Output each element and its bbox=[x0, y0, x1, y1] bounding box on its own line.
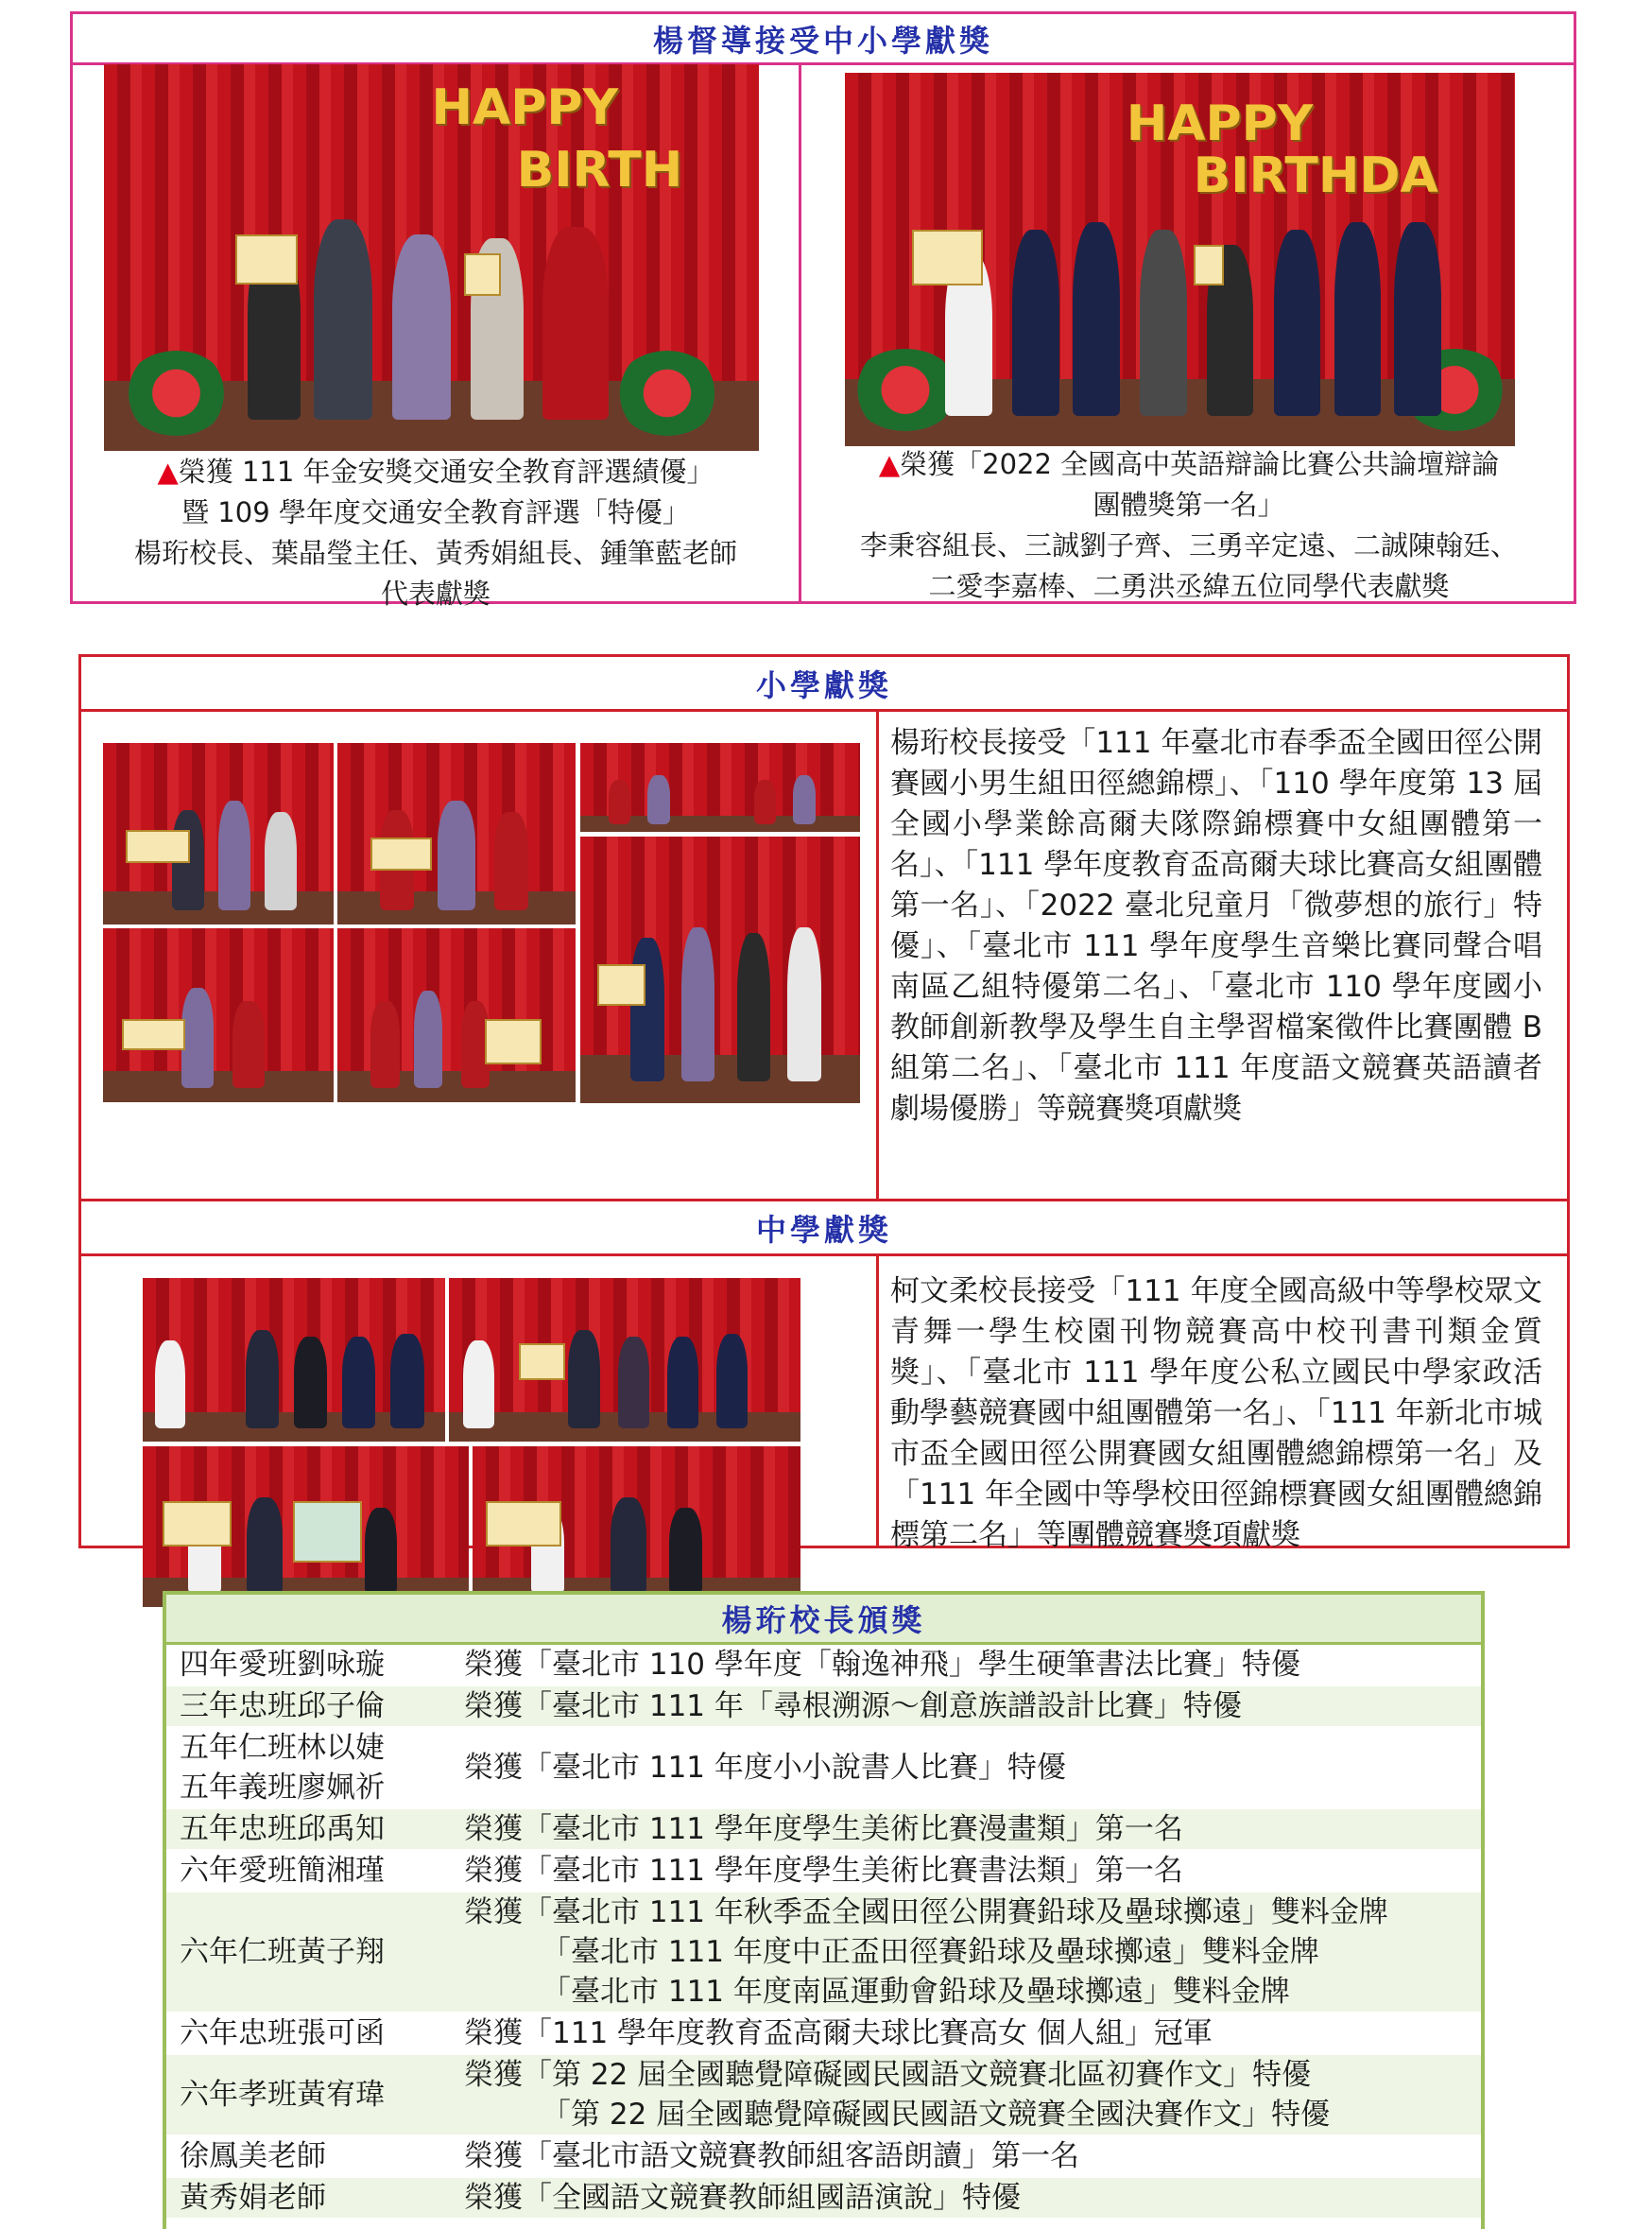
person bbox=[609, 780, 631, 824]
photo-primary-award bbox=[103, 743, 334, 924]
photo-traffic-safety-award bbox=[104, 64, 759, 451]
award-description bbox=[451, 1850, 1481, 1892]
award-line: 榮獲「臺北市 111 學年度學生美術比賽書法類」第一名 bbox=[464, 1854, 1183, 1888]
poinsettia-icon bbox=[124, 351, 229, 436]
photo-primary-award bbox=[103, 928, 334, 1102]
triangle-icon: ▲ bbox=[878, 448, 901, 480]
person bbox=[1394, 222, 1441, 416]
award-pennant bbox=[293, 1501, 362, 1563]
person bbox=[463, 1340, 494, 1428]
award-certificate bbox=[370, 838, 431, 871]
section-title: 楊督導接受中小學獻獎 bbox=[73, 14, 1574, 65]
person bbox=[294, 1337, 327, 1428]
person bbox=[1274, 230, 1321, 417]
award-certificate bbox=[1194, 245, 1224, 286]
person bbox=[754, 780, 777, 824]
award-description bbox=[451, 1685, 1481, 1727]
photo-primary-award bbox=[580, 743, 860, 832]
award-certificate bbox=[126, 830, 189, 863]
person bbox=[365, 1508, 398, 1595]
award-line: 榮獲「臺北市 111 年度小小說書人比賽」特優 bbox=[464, 1751, 1066, 1785]
recipient-name bbox=[166, 1850, 451, 1892]
section-supervisor-awards bbox=[70, 11, 1576, 610]
table-row bbox=[166, 2013, 1481, 2054]
person bbox=[568, 1330, 599, 1428]
recipient-name bbox=[166, 1645, 451, 1685]
award-certificate bbox=[163, 1501, 232, 1546]
recipient-name bbox=[166, 1727, 451, 1808]
award-line: 榮獲「111 學年度教育盃高爾夫球比賽高女 個人組」冠軍 bbox=[464, 2016, 1213, 2050]
recipient-name bbox=[166, 2054, 451, 2135]
award-line: 榮獲「全國語文競賽教師組國語演說」特優 bbox=[464, 2181, 1021, 2215]
person bbox=[218, 801, 250, 909]
award-line: 「臺北市 111 年度中正盃田徑賽鉛球及壘球擲遠」雙料金牌 bbox=[542, 1935, 1319, 1969]
person bbox=[246, 1330, 279, 1428]
person bbox=[669, 1508, 702, 1595]
recipient-name-line: 黃秀娟老師 bbox=[180, 2181, 326, 2215]
award-description bbox=[451, 2135, 1481, 2177]
person bbox=[414, 991, 442, 1088]
recipient-name-line: 六年愛班簡湘瑾 bbox=[180, 1854, 385, 1888]
recipient-name-line: 六年孝班黃宥瑋 bbox=[180, 2078, 385, 2112]
column-divider bbox=[799, 62, 801, 601]
person bbox=[1073, 222, 1120, 416]
awards-table bbox=[166, 1645, 1481, 2220]
banner-text-birthday: BIRTHDA bbox=[1193, 147, 1438, 204]
person bbox=[787, 927, 821, 1082]
recipient-name bbox=[166, 1808, 451, 1850]
award-description bbox=[451, 1645, 1481, 1685]
award-pennant bbox=[485, 1019, 541, 1064]
photo-primary-award bbox=[337, 928, 576, 1102]
photo-secondary-award bbox=[143, 1278, 445, 1442]
person bbox=[232, 1001, 265, 1088]
award-description bbox=[451, 2177, 1481, 2219]
award-certificate bbox=[464, 253, 501, 296]
person bbox=[390, 1334, 423, 1428]
table-row bbox=[166, 1645, 1481, 1685]
person bbox=[392, 234, 451, 420]
recipient-name bbox=[166, 2135, 451, 2177]
award-line: 榮獲「第 22 屆全國聽覺障礙國民國語文競賽北區初賽作文」特優 bbox=[464, 2058, 1312, 2092]
award-line: 榮獲「臺北市 111 年秋季盃全國田徑公開賽鉛球及壘球擲遠」雙料金牌 bbox=[464, 1895, 1388, 1929]
person bbox=[181, 988, 214, 1089]
recipient-name bbox=[166, 2177, 451, 2219]
recipient-name-line: 三年忠班邱子倫 bbox=[180, 1689, 385, 1723]
person bbox=[667, 1337, 698, 1428]
person bbox=[314, 219, 372, 421]
person bbox=[793, 775, 816, 825]
photo-secondary-award bbox=[473, 1446, 800, 1607]
person bbox=[542, 227, 608, 421]
award-certificate bbox=[519, 1343, 565, 1380]
poinsettia-icon bbox=[852, 349, 958, 431]
banner-text-happy: HAPPY bbox=[431, 79, 619, 137]
banner-text-happy: HAPPY bbox=[1126, 95, 1314, 152]
award-description bbox=[451, 2054, 1481, 2135]
award-line: 榮獲「臺北市 111 學年度學生美術比賽漫畫類」第一名 bbox=[464, 1812, 1183, 1846]
principal-awards-table bbox=[163, 1591, 1485, 2229]
table-row bbox=[166, 2135, 1481, 2177]
left-photo-caption: ▲榮獲 111 年金安獎交通安全教育評選績優」 暨 109 學年度交通安全教育評選「特優」 楊珩校長、葉晶瑩主任、黃秀娟組長、鍾筆藍老師 代表獻獎 bbox=[133, 456, 737, 610]
recipient-name bbox=[166, 2013, 451, 2054]
triangle-icon: ▲ bbox=[157, 456, 179, 488]
award-line: 榮獲「臺北市語文競賽教師組客語朗讀」第一名 bbox=[464, 2139, 1079, 2173]
poinsettia-icon bbox=[615, 351, 720, 436]
recipient-name-line: 六年忠班張可函 bbox=[180, 2016, 385, 2050]
recipient-name bbox=[166, 1685, 451, 1727]
table-row bbox=[166, 2054, 1481, 2135]
stage-floor bbox=[103, 1071, 334, 1102]
award-certificate bbox=[122, 1019, 185, 1050]
photo-secondary-award bbox=[143, 1446, 469, 1607]
section-school-awards bbox=[78, 654, 1570, 1552]
divider bbox=[876, 1256, 879, 1548]
person bbox=[247, 1497, 283, 1594]
award-certificate bbox=[486, 1501, 561, 1546]
table-row bbox=[166, 1727, 1481, 1808]
secondary-school-title: 中學獻獎 bbox=[755, 1211, 892, 1248]
right-photo-caption: ▲榮獲「2022 全國高中英語辯論比賽公共論壇辯論 團體獎第一名」 李秉容組長、三誠劉子齊、三勇辛定遠、二誠陳翰廷、 二愛李嘉棒、二勇洪丞緯五位同學代表獻獎 bbox=[859, 448, 1518, 602]
recipient-name-line: 徐鳳美老師 bbox=[180, 2139, 326, 2173]
person bbox=[1334, 222, 1382, 416]
recipient-name-line: 五年忠班邱禹知 bbox=[180, 1812, 385, 1846]
photo-primary-award bbox=[580, 837, 860, 1103]
table-row bbox=[166, 1892, 1481, 2013]
recipient-name-line: 六年仁班黃子翔 bbox=[180, 1935, 385, 1969]
person bbox=[737, 933, 771, 1082]
recipient-name-line: 五年仁班林以婕 bbox=[180, 1731, 385, 1765]
person bbox=[1140, 230, 1187, 417]
person bbox=[438, 801, 475, 909]
award-description bbox=[451, 1808, 1481, 1850]
table-row bbox=[166, 1685, 1481, 1727]
person bbox=[681, 927, 715, 1082]
person bbox=[630, 938, 664, 1081]
person bbox=[716, 1334, 748, 1428]
award-line: 「臺北市 111 年度南區運動會鉛球及壘球擲遠」雙料金牌 bbox=[542, 1975, 1290, 2009]
person bbox=[647, 775, 670, 825]
photo-english-debate-award bbox=[845, 73, 1515, 446]
divider bbox=[81, 709, 1567, 712]
award-line: 榮獲「臺北市 110 學年度「翰逸神飛」學生硬筆書法比賽」特優 bbox=[464, 1648, 1300, 1682]
award-description bbox=[451, 2013, 1481, 2054]
banner-text-birth: BIRTH bbox=[516, 141, 683, 199]
divider bbox=[81, 1253, 1567, 1256]
table-row bbox=[166, 1808, 1481, 1850]
person bbox=[370, 1001, 399, 1088]
secondary-school-description: 柯文柔校長接受「111 年度全國高級中等學校眾文青舞一學生校園刊物競賽高中校刊書刊類金質獎」、「臺北市 111 學年度公私立國民中學家政活動學藝競賽國中組團體第一名」、「111 年新北市城市盃全國田徑公開賽國女組團體總錦標第一名」及「111 年全國中等學校田徑錦標賽國女組團體總錦標第二名」等團體競賽獎項獻獎 bbox=[890, 1274, 1542, 1552]
award-certificate bbox=[235, 234, 298, 285]
photo-secondary-award bbox=[449, 1278, 800, 1442]
award-line: 「第 22 屆全國聽覺障礙國民國語文競賽全國決賽作文」特優 bbox=[542, 2098, 1331, 2132]
table-title: 楊珩校長頒獎 bbox=[166, 1595, 1481, 1645]
primary-school-description: 楊珩校長接受「111 年臺北市春季盃全國田徑公開賽國小男生組田徑總錦標」、「110 學年度第 13 屆全國小學業餘高爾夫隊際錦標賽中女組團體第一名」、「111 學年度教育盃高爾夫球比賽高女組團體第一名」、「2022 臺北兒童月「微夢想的旅行」特優」、「臺北市 111 學年度學生音樂比賽同聲合唱南區乙組特優第二名」、「臺北市 110 學年度國小教師創新教學及學生自主學習檔案徵件比賽團體 B 組第二名」、「臺北市 111 年度語文競賽英語讀者劇場優勝」等競賽獎項獻獎 bbox=[890, 726, 1542, 1126]
table-row bbox=[166, 2177, 1481, 2219]
person bbox=[611, 1497, 646, 1594]
recipient-name bbox=[166, 1892, 451, 2013]
person bbox=[618, 1337, 649, 1428]
table-row bbox=[166, 1850, 1481, 1892]
person bbox=[494, 812, 527, 910]
award-description bbox=[451, 1892, 1481, 2013]
person bbox=[155, 1340, 185, 1428]
photo-primary-award bbox=[337, 743, 576, 924]
person bbox=[265, 812, 297, 910]
award-certificate bbox=[912, 230, 983, 285]
primary-school-title: 小學獻獎 bbox=[755, 666, 892, 703]
recipient-name-line: 四年愛班劉咏璇 bbox=[180, 1648, 385, 1682]
award-line: 榮獲「臺北市 111 年「尋根溯源～創意族譜設計比賽」特優 bbox=[464, 1689, 1242, 1723]
recipient-name-line: 五年義班廖姵祈 bbox=[180, 1771, 385, 1805]
person bbox=[1012, 230, 1059, 417]
award-certificate bbox=[597, 964, 645, 1005]
award-description bbox=[451, 1727, 1481, 1808]
divider bbox=[876, 712, 879, 1199]
person bbox=[342, 1337, 375, 1428]
